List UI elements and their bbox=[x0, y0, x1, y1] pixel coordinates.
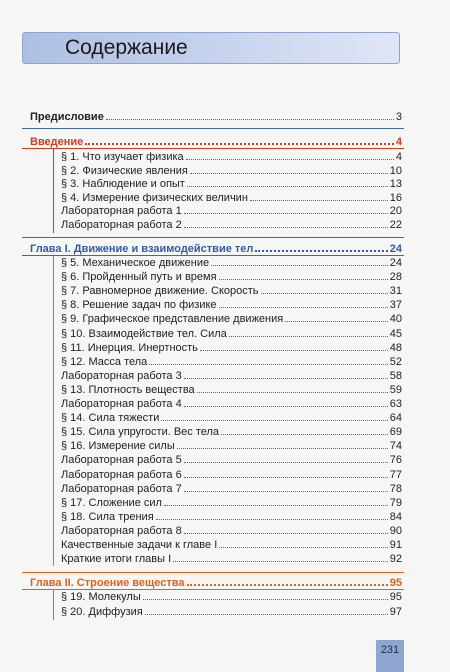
toc-label: § 14. Сила тяжести bbox=[61, 412, 160, 425]
toc-label: § 1. Что изучает физика bbox=[61, 151, 184, 163]
toc-page: 48 bbox=[389, 341, 402, 354]
toc-label: § 19. Молекулы bbox=[61, 591, 141, 603]
leader-dots bbox=[250, 191, 388, 201]
leader-dots bbox=[164, 496, 388, 506]
toc-page: 90 bbox=[389, 524, 402, 537]
toc-page: 64 bbox=[389, 412, 402, 425]
page-number: 231 bbox=[376, 640, 404, 672]
leader-dots bbox=[219, 298, 388, 308]
toc-item[interactable] bbox=[61, 177, 402, 191]
toc-page: 10 bbox=[389, 164, 402, 177]
toc-label: § 4. Измерение физических величин bbox=[61, 191, 248, 204]
toc-page: 84 bbox=[389, 510, 402, 523]
leader-dots bbox=[184, 482, 388, 492]
toc-label: § 8. Решение задач по физике bbox=[61, 299, 217, 312]
leader-dots bbox=[255, 241, 387, 252]
toc-item[interactable] bbox=[61, 298, 402, 312]
toc-page: 52 bbox=[389, 355, 402, 368]
section-rule bbox=[53, 256, 54, 566]
toc-label: § 13. Плотность вещества bbox=[61, 383, 195, 396]
leader-dots bbox=[145, 605, 388, 615]
toc-item[interactable] bbox=[61, 341, 402, 355]
toc-item[interactable] bbox=[61, 453, 402, 467]
toc-item[interactable] bbox=[61, 524, 402, 538]
toc-item[interactable] bbox=[61, 411, 402, 425]
leader-dots bbox=[143, 590, 388, 600]
toc-page: 95 bbox=[389, 577, 402, 589]
separator-intro bbox=[22, 148, 404, 149]
toc-preface[interactable] bbox=[30, 110, 402, 124]
leader-dots bbox=[190, 164, 388, 174]
toc-item[interactable] bbox=[61, 397, 402, 411]
leader-dots bbox=[187, 575, 388, 586]
toc-label: Лабораторная работа 2 bbox=[61, 219, 182, 231]
toc-label: Лабораторная работа 7 bbox=[61, 482, 182, 495]
leader-dots bbox=[156, 510, 388, 520]
section-rule bbox=[53, 590, 54, 620]
leader-dots bbox=[221, 425, 388, 435]
leader-dots bbox=[184, 204, 388, 214]
leader-dots bbox=[177, 439, 388, 449]
toc-page: 4 bbox=[395, 136, 402, 148]
toc-item[interactable] bbox=[61, 164, 402, 178]
leader-dots bbox=[85, 134, 394, 145]
toc-page: 58 bbox=[389, 369, 402, 382]
leader-dots bbox=[184, 218, 388, 228]
toc-label: Лабораторная работа 8 bbox=[61, 524, 182, 537]
leader-dots bbox=[285, 312, 388, 322]
toc-page: 22 bbox=[389, 219, 402, 231]
toc-page: 69 bbox=[389, 426, 402, 439]
toc-item[interactable] bbox=[61, 496, 402, 510]
toc-item[interactable] bbox=[61, 204, 402, 218]
toc-label: Лабораторная работа 4 bbox=[61, 398, 182, 410]
leader-dots bbox=[186, 150, 394, 160]
toc-page: 76 bbox=[389, 454, 402, 467]
leader-dots bbox=[229, 327, 388, 337]
toc-label: § 9. Графическое представление движения bbox=[61, 313, 284, 326]
toc-header bbox=[22, 32, 400, 64]
toc-item[interactable] bbox=[61, 538, 402, 552]
toc-item[interactable] bbox=[61, 218, 402, 232]
toc-item[interactable] bbox=[61, 150, 402, 164]
toc-page: 3 bbox=[395, 111, 402, 123]
page-title: Содержание bbox=[65, 36, 188, 59]
toc-label: Глава I. Движение и взаимодействие тел bbox=[30, 243, 254, 255]
toc-label: Глава II. Строение вещества bbox=[30, 577, 185, 589]
toc-item[interactable] bbox=[61, 605, 402, 619]
toc-page: 95 bbox=[389, 591, 402, 603]
toc-page: 40 bbox=[389, 313, 402, 326]
toc-label: § 3. Наблюдение и опыт bbox=[61, 178, 185, 191]
toc-item[interactable] bbox=[61, 510, 402, 524]
toc-label: § 10. Взаимодействие тел. Сила bbox=[61, 327, 227, 340]
leader-dots bbox=[219, 270, 388, 280]
toc-page: 45 bbox=[389, 327, 402, 340]
toc-label: § 5. Механическое движение bbox=[61, 257, 210, 269]
toc-item[interactable] bbox=[61, 369, 402, 383]
toc-page: 20 bbox=[389, 205, 402, 218]
toc-page: 59 bbox=[389, 383, 402, 396]
leader-dots bbox=[261, 284, 388, 294]
toc-label: Лабораторная работа 1 bbox=[61, 205, 182, 218]
toc-label: § 20. Диффузия bbox=[61, 605, 143, 618]
leader-dots bbox=[200, 341, 388, 351]
leader-dots bbox=[184, 369, 388, 379]
toc-intro[interactable] bbox=[30, 134, 402, 148]
toc-page: 97 bbox=[389, 605, 402, 618]
toc-item[interactable] bbox=[61, 383, 402, 397]
toc-page: 28 bbox=[389, 271, 402, 284]
toc-label: Краткие итоги главы I bbox=[61, 553, 172, 566]
separator-chapter1 bbox=[22, 237, 404, 238]
toc-page: 37 bbox=[389, 299, 402, 312]
section-rule bbox=[53, 149, 54, 233]
leader-dots bbox=[184, 524, 388, 534]
toc-page: 91 bbox=[389, 539, 402, 551]
toc-chapter1[interactable] bbox=[30, 241, 402, 255]
toc-label: § 16. Измерение силы bbox=[61, 440, 175, 453]
leader-dots bbox=[211, 256, 388, 266]
toc-item[interactable] bbox=[61, 482, 402, 496]
toc-item[interactable] bbox=[61, 439, 402, 453]
toc-page: 24 bbox=[389, 243, 402, 255]
toc-item[interactable] bbox=[61, 590, 402, 604]
leader-dots bbox=[149, 355, 387, 365]
toc-label: § 6. Пройденный путь и время bbox=[61, 271, 217, 284]
toc-page: 79 bbox=[389, 496, 402, 509]
toc-label: § 2. Физические явления bbox=[61, 164, 188, 177]
toc-item[interactable] bbox=[61, 552, 402, 566]
leader-dots bbox=[184, 453, 388, 463]
toc-item[interactable] bbox=[61, 270, 402, 284]
toc-label: Лабораторная работа 6 bbox=[61, 468, 182, 481]
toc-item[interactable] bbox=[61, 312, 402, 326]
toc-label: § 17. Сложение сил bbox=[61, 496, 162, 509]
toc-item[interactable] bbox=[61, 256, 402, 270]
toc-label: Лабораторная работа 5 bbox=[61, 454, 182, 467]
toc-item[interactable] bbox=[61, 191, 402, 205]
leader-dots bbox=[187, 177, 388, 187]
leader-dots bbox=[197, 383, 388, 393]
toc-page: 74 bbox=[389, 440, 402, 453]
leader-dots bbox=[184, 397, 388, 407]
toc-page: 31 bbox=[389, 285, 402, 298]
leader-dots bbox=[219, 538, 387, 548]
toc-label: Качественные задачи к главе I bbox=[61, 539, 218, 551]
toc-label: § 15. Сила упругости. Вес тела bbox=[61, 426, 220, 439]
toc-label: Лабораторная работа 3 bbox=[61, 369, 182, 382]
toc-page: 24 bbox=[389, 257, 402, 269]
toc-page: 4 bbox=[395, 151, 402, 163]
toc-item[interactable] bbox=[61, 355, 402, 369]
separator-chapter2 bbox=[22, 572, 404, 573]
toc-label: § 7. Равномерное движение. Скорость bbox=[61, 285, 259, 298]
toc-chapter2[interactable] bbox=[30, 575, 402, 589]
toc-item[interactable] bbox=[61, 284, 402, 298]
toc-page: 78 bbox=[389, 482, 402, 495]
toc-item[interactable] bbox=[61, 327, 402, 341]
toc-item[interactable] bbox=[61, 468, 402, 482]
toc-label: § 12. Масса тела bbox=[61, 355, 148, 368]
toc-page: 77 bbox=[389, 468, 402, 481]
toc-page: 13 bbox=[389, 178, 402, 191]
separator-preface bbox=[22, 128, 404, 129]
leader-dots bbox=[161, 411, 387, 421]
toc-label: Предисловие bbox=[30, 111, 104, 123]
toc-label: § 11. Инерция. Инертность bbox=[61, 341, 198, 354]
leader-dots bbox=[184, 468, 388, 478]
toc-page: 16 bbox=[389, 191, 402, 204]
toc-page: 92 bbox=[389, 553, 402, 566]
leader-dots bbox=[106, 110, 394, 120]
toc-label: § 18. Сила трения bbox=[61, 510, 154, 523]
toc-label: Введение bbox=[30, 136, 84, 148]
toc-page: 63 bbox=[389, 398, 402, 410]
toc-item[interactable] bbox=[61, 425, 402, 439]
leader-dots bbox=[173, 552, 388, 562]
